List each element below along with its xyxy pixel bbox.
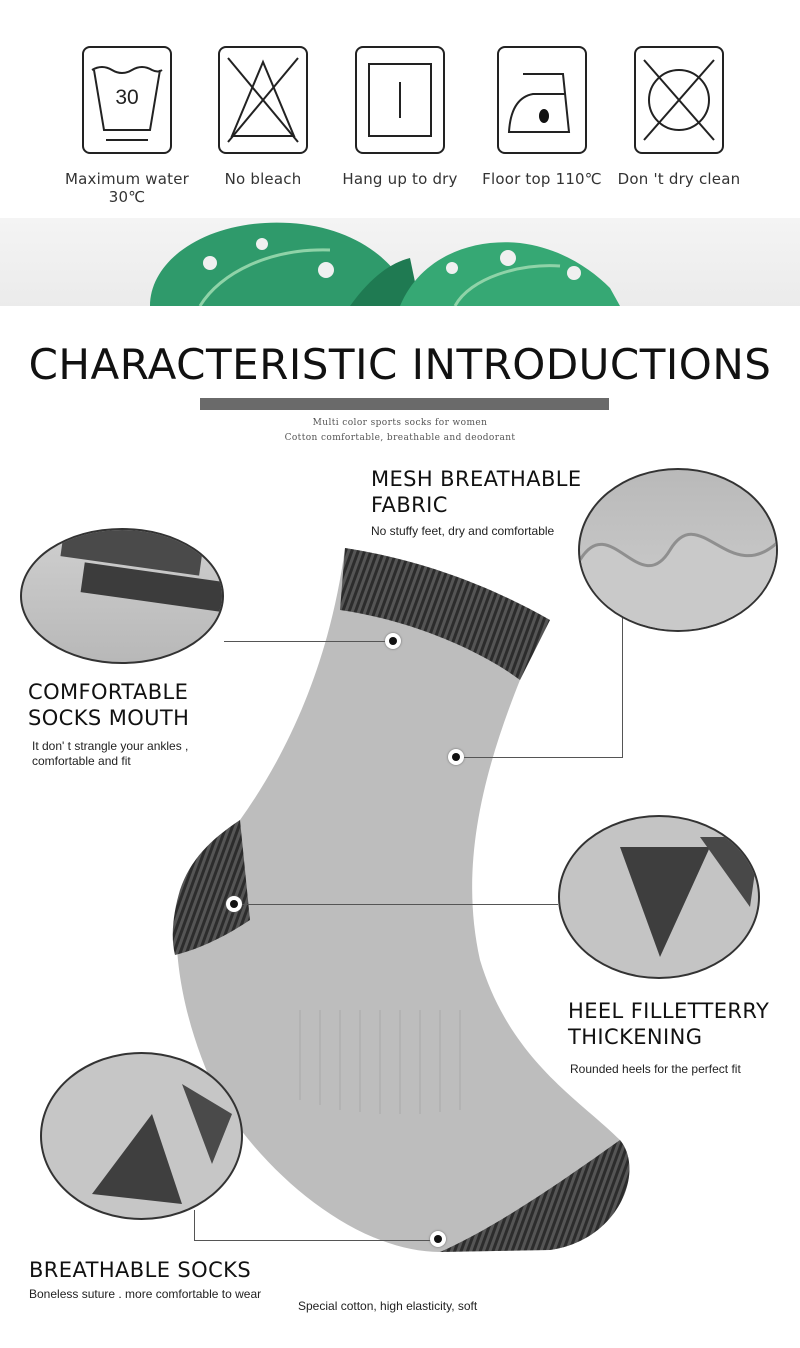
- feature-mesh-title-2: FABRIC: [371, 493, 448, 517]
- feature-mouth-title-1: COMFORTABLE: [28, 680, 189, 704]
- feature-heel-desc: Rounded heels for the perfect fit: [570, 1062, 741, 1076]
- no-dry-clean-icon: [634, 46, 724, 154]
- feature-mouth-title-2: SOCKS MOUTH: [28, 706, 190, 730]
- wash-temperature: 30: [115, 86, 139, 109]
- marker-dot-heel: [226, 896, 242, 912]
- subtitle-line-2: Cotton comfortable, breathable and deodorant: [284, 433, 516, 443]
- hang-dry-icon: [355, 46, 445, 154]
- care-item-wash: [53, 46, 201, 206]
- feature-mouth-desc-2: comfortable and fit: [32, 754, 131, 768]
- connector-mesh-vertical: [622, 618, 623, 758]
- care-label-dry: Hang up to dry: [342, 170, 458, 188]
- feature-breathable-title: BREATHABLE SOCKS: [29, 1258, 252, 1282]
- detail-circle-toe: [40, 1052, 243, 1220]
- care-label-bleach: No bleach: [224, 170, 302, 188]
- feature-mesh-desc: No stuffy feet, dry and comfortable: [371, 524, 555, 538]
- feature-mesh: [371, 466, 631, 539]
- care-item-iron: [468, 46, 616, 188]
- care-label-dryclean: Don 't dry clean: [617, 170, 741, 188]
- feature-heel-title-2: THICKENING: [568, 1025, 703, 1049]
- connector-toe-horizontal: [194, 1240, 438, 1241]
- page-title: CHARACTERISTIC INTRODUCTIONS: [28, 340, 772, 389]
- connector-heel: [234, 904, 558, 905]
- marker-dot-mesh: [448, 749, 464, 765]
- leaf-banner: [0, 218, 800, 306]
- feature-mesh-title-1: MESH BREATHABLE: [371, 467, 582, 491]
- subtitle-line-1: Multi color sports socks for women: [312, 418, 488, 428]
- feature-mouth: [28, 679, 258, 769]
- iron-icon: [497, 46, 587, 154]
- title-underline-bar: [200, 398, 609, 410]
- feature-breathable-desc: Boneless suture . more comfortable to wear: [29, 1287, 262, 1301]
- care-label-wash: Maximum water 30℃: [64, 170, 189, 206]
- detail-circle-heel: [558, 815, 760, 979]
- connector-toe-vertical: [194, 1210, 195, 1240]
- connector-mesh-horizontal: [456, 757, 623, 758]
- marker-dot-toe: [430, 1231, 446, 1247]
- feature-breathable: [29, 1257, 309, 1302]
- care-instructions: [0, 0, 800, 215]
- care-item-dryclean: [605, 46, 753, 188]
- marker-dot-mouth: [385, 633, 401, 649]
- feature-heel: [568, 998, 793, 1077]
- wash-30-icon: [82, 46, 172, 154]
- care-item-dry: [326, 46, 474, 188]
- feature-cotton-desc: Special cotton, high elasticity, soft: [298, 1299, 478, 1313]
- care-label-iron: Floor top 110℃: [482, 170, 602, 188]
- care-item-bleach: [189, 46, 337, 188]
- connector-mouth: [224, 641, 392, 642]
- feature-heel-title-1: HEEL FILLETTERRY: [568, 999, 770, 1023]
- monstera-leaves-illustration: [0, 218, 800, 306]
- detail-circle-mouth: [20, 528, 224, 664]
- no-bleach-icon: [218, 46, 308, 154]
- feature-mouth-desc-1: It don' t strangle your ankles ,: [32, 739, 189, 753]
